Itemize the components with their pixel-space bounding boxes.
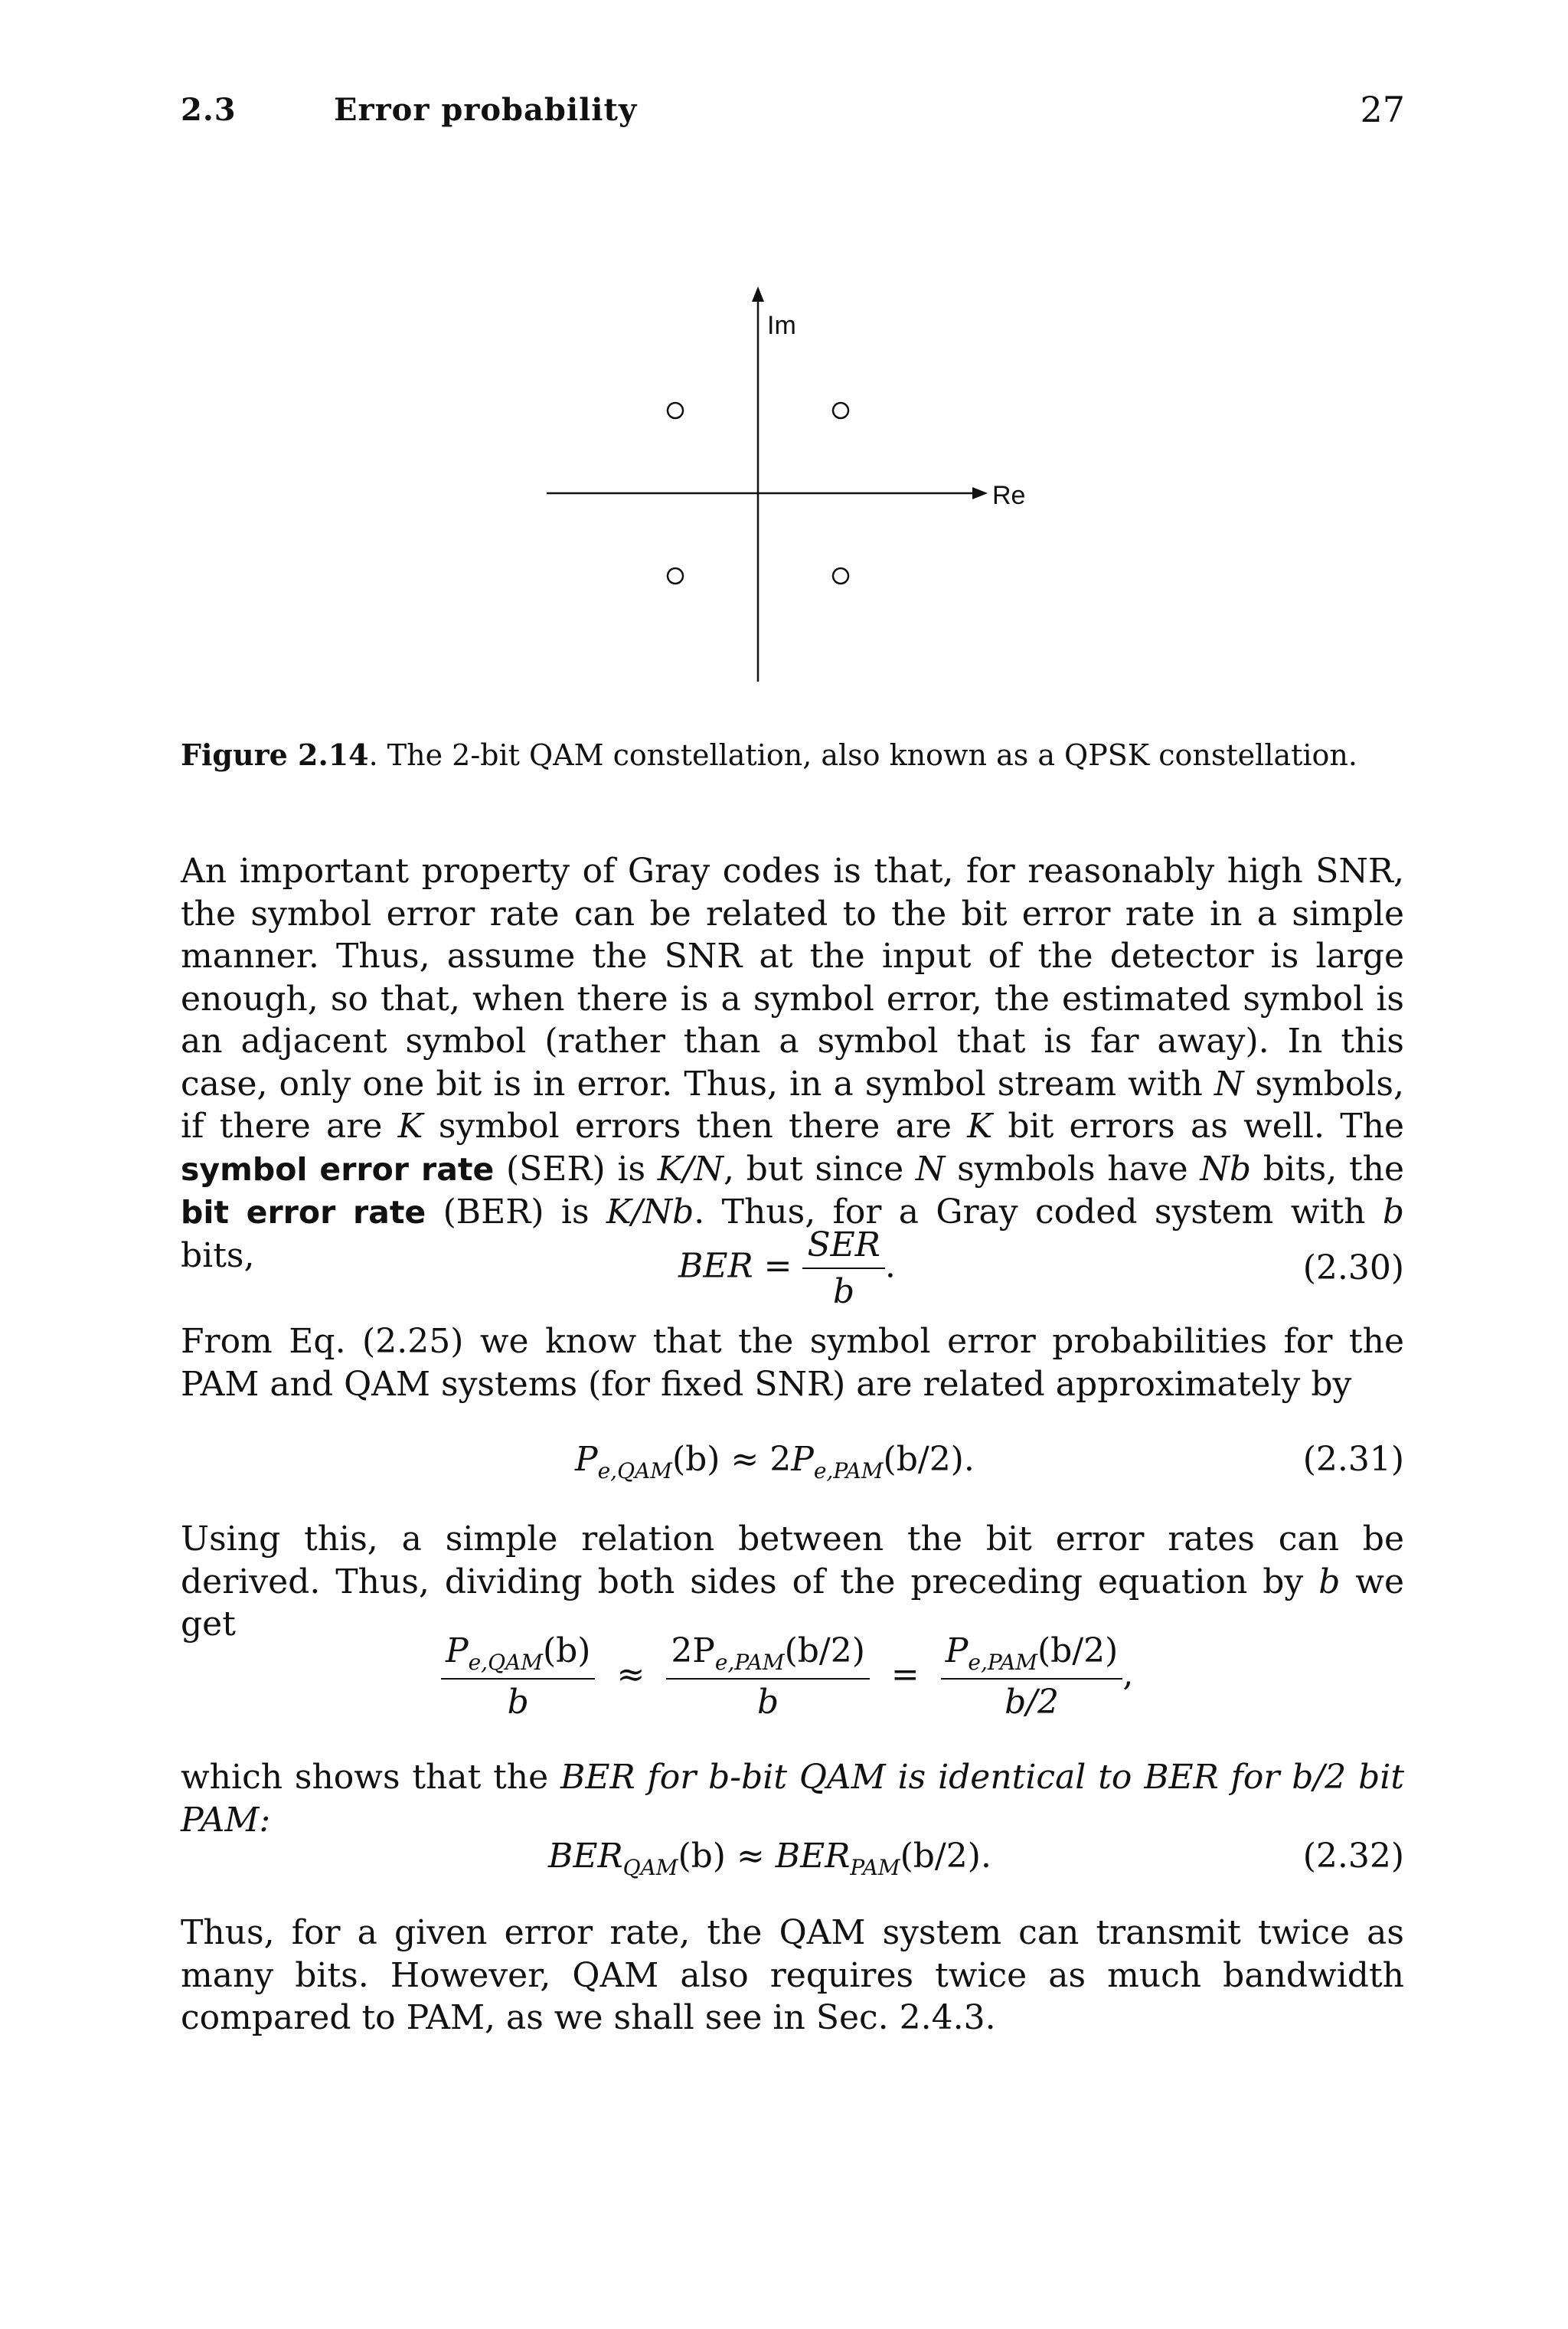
eq230-equals: = — [753, 1246, 803, 1286]
para2-text: From Eq. (2.25) we know that the symbol error probabilities for the PAM and QAM systems (for fixed SNR) are related approximately by — [181, 1322, 1404, 1404]
para1-text-8: bits, the — [1251, 1149, 1404, 1189]
eqd-f3-arg: (b/2) — [1037, 1631, 1119, 1670]
eqd-f1-p: P — [446, 1631, 469, 1670]
term-symbol-error-rate: symbol error rate — [181, 1150, 495, 1188]
eq232-rhs-sub: PAM — [850, 1855, 900, 1880]
var-N: N — [1214, 1064, 1244, 1104]
eqd-f2-sub: e,PAM — [714, 1650, 785, 1675]
eq231-arg2: (b/2). — [883, 1440, 975, 1479]
para1-text-2: symbols, if there are — [181, 1064, 1404, 1146]
eqd-f3-p: P — [945, 1631, 969, 1670]
term-bit-error-rate: bit error rate — [181, 1194, 426, 1231]
equation-number-2-32: (2.32) — [1302, 1837, 1404, 1876]
eq232-rhs-arg: (b/2). — [900, 1837, 991, 1876]
eq230-period: . — [884, 1246, 896, 1286]
eq230-fraction — [802, 1225, 884, 1311]
para1-text-10: . Thus, for a Gray coded system with — [694, 1192, 1383, 1232]
eq-frac-2 — [666, 1631, 870, 1722]
para1-text-7: symbols have — [945, 1149, 1200, 1189]
eqd-comma: , — [1122, 1654, 1134, 1694]
eqd-approx: ≈ — [616, 1654, 645, 1694]
paragraph-eq-reference — [181, 1320, 1404, 1405]
paragraph-gray-codes — [181, 850, 1404, 1277]
constellation-point-2 — [833, 403, 848, 418]
equation-2-32 — [181, 1837, 1404, 1913]
var-N-2: N — [915, 1149, 946, 1189]
eq231-sub1: e,QAM — [597, 1458, 672, 1483]
para3-text-2: we get — [181, 1562, 1404, 1644]
constellation-point-1 — [668, 403, 683, 418]
eq230-lhs: BER — [678, 1246, 753, 1286]
eq232-lhs-sub: QAM — [622, 1855, 678, 1880]
para1-text-9: (BER) is — [426, 1192, 606, 1232]
equation-number-2-31: (2.31) — [1302, 1440, 1404, 1479]
var-K: K — [397, 1107, 423, 1146]
eq231-p1: P — [575, 1440, 598, 1479]
eq231-approx: ≈ 2 — [720, 1440, 792, 1479]
eq230-denominator: b — [833, 1272, 855, 1311]
eq-frac-3 — [941, 1631, 1123, 1722]
expr-K-over-N: K/N — [657, 1149, 724, 1189]
eq232-lhs: BER — [548, 1837, 623, 1876]
var-K-2: K — [967, 1107, 993, 1146]
real-axis-arrow — [972, 487, 988, 499]
paragraph-conclusion-line — [181, 1756, 1404, 1841]
eqd-f2-den: b — [757, 1683, 779, 1722]
eq232-lhs-arg: (b) — [678, 1837, 726, 1876]
eqd-f1-den: b — [507, 1683, 529, 1722]
para1-text-1: An important property of Gray codes is that, for reasonably high SNR, the symbol error rate can be related to the bit error rate in a simple manner. Thus, assume the SNR at the input of the detector is large enough, so that, when there is a symbol error, the estimated symbol is an adjacent symbol (rather than a symbol that is far away). In this case, only one bit is in error. Thus, in a symbol stream with — [181, 852, 1404, 1104]
real-axis-label: Re — [992, 481, 1026, 510]
figure-caption — [181, 738, 1357, 772]
eqd-f1-sub: e,QAM — [468, 1650, 543, 1675]
eq231-sub2: e,PAM — [813, 1458, 884, 1483]
para1-text-11: bits, — [181, 1235, 255, 1275]
eqd-f2-p: 2P — [671, 1631, 715, 1670]
eqd-equals: = — [890, 1654, 920, 1694]
imaginary-axis-arrow — [752, 286, 764, 302]
eq231-p2: P — [791, 1440, 814, 1479]
eq-frac-1 — [441, 1631, 595, 1722]
equation-ber-derivation — [181, 1631, 1404, 1731]
para1-text-4: bit errors as well. The — [992, 1107, 1404, 1146]
para5-text: Thus, for a given error rate, the QAM system can transmit twice as many bits. However, QAM also requires twice as much bandwidth compared to PAM, as we shall see in Sec. 2.4.3. — [181, 1913, 1404, 2037]
para1-text-3: symbol errors then there are — [423, 1107, 968, 1146]
eq232-rhs: BER — [775, 1837, 851, 1876]
para3-text: Using this, a simple relation between the bit error rates can be derived. Thus, dividing both sides of the preceding equation by — [181, 1519, 1404, 1601]
constellation-point-4 — [833, 568, 848, 584]
figure-caption-label: Figure 2.14 — [181, 738, 369, 772]
eqd-f1-arg: (b) — [542, 1631, 591, 1670]
paragraph-bandwidth — [181, 1912, 1404, 2040]
para1-text-6: , but since — [723, 1149, 916, 1189]
section-title: Error probability — [334, 92, 638, 128]
eqd-f3-den: b/2 — [1004, 1683, 1060, 1722]
figure-caption-text: . The 2-bit QAM constellation, also known as a QPSK constellation. — [368, 738, 1357, 772]
page-number: 27 — [1360, 89, 1405, 130]
para1-text-5: (SER) is — [494, 1149, 658, 1189]
eq230-numerator: SER — [807, 1225, 880, 1264]
equation-2-30 — [181, 1225, 1404, 1310]
paragraph-derivation — [181, 1518, 1404, 1646]
expr-K-over-Nb: K/Nb — [606, 1192, 694, 1232]
qpsk-constellation-figure — [536, 283, 1026, 682]
constellation-point-3 — [668, 568, 683, 584]
equation-number-2-30: (2.30) — [1302, 1248, 1404, 1287]
section-number: 2.3 — [181, 92, 237, 128]
para4-text-1: which shows that the — [181, 1758, 561, 1797]
var-b: b — [1382, 1192, 1405, 1232]
expr-Nb: Nb — [1200, 1149, 1252, 1189]
eq232-approx: ≈ — [725, 1837, 776, 1876]
eq231-arg1: (b) — [671, 1440, 720, 1479]
para4-italic-statement: BER for b-bit QAM is identical to BER for b/2 bit PAM: — [181, 1758, 1404, 1840]
eqd-f3-sub: e,PAM — [968, 1650, 1038, 1675]
imaginary-axis-label: Im — [767, 311, 796, 340]
equation-2-31 — [181, 1440, 1404, 1516]
para3-var-b: b — [1318, 1562, 1341, 1601]
eqd-f2-arg: (b/2) — [784, 1631, 865, 1670]
